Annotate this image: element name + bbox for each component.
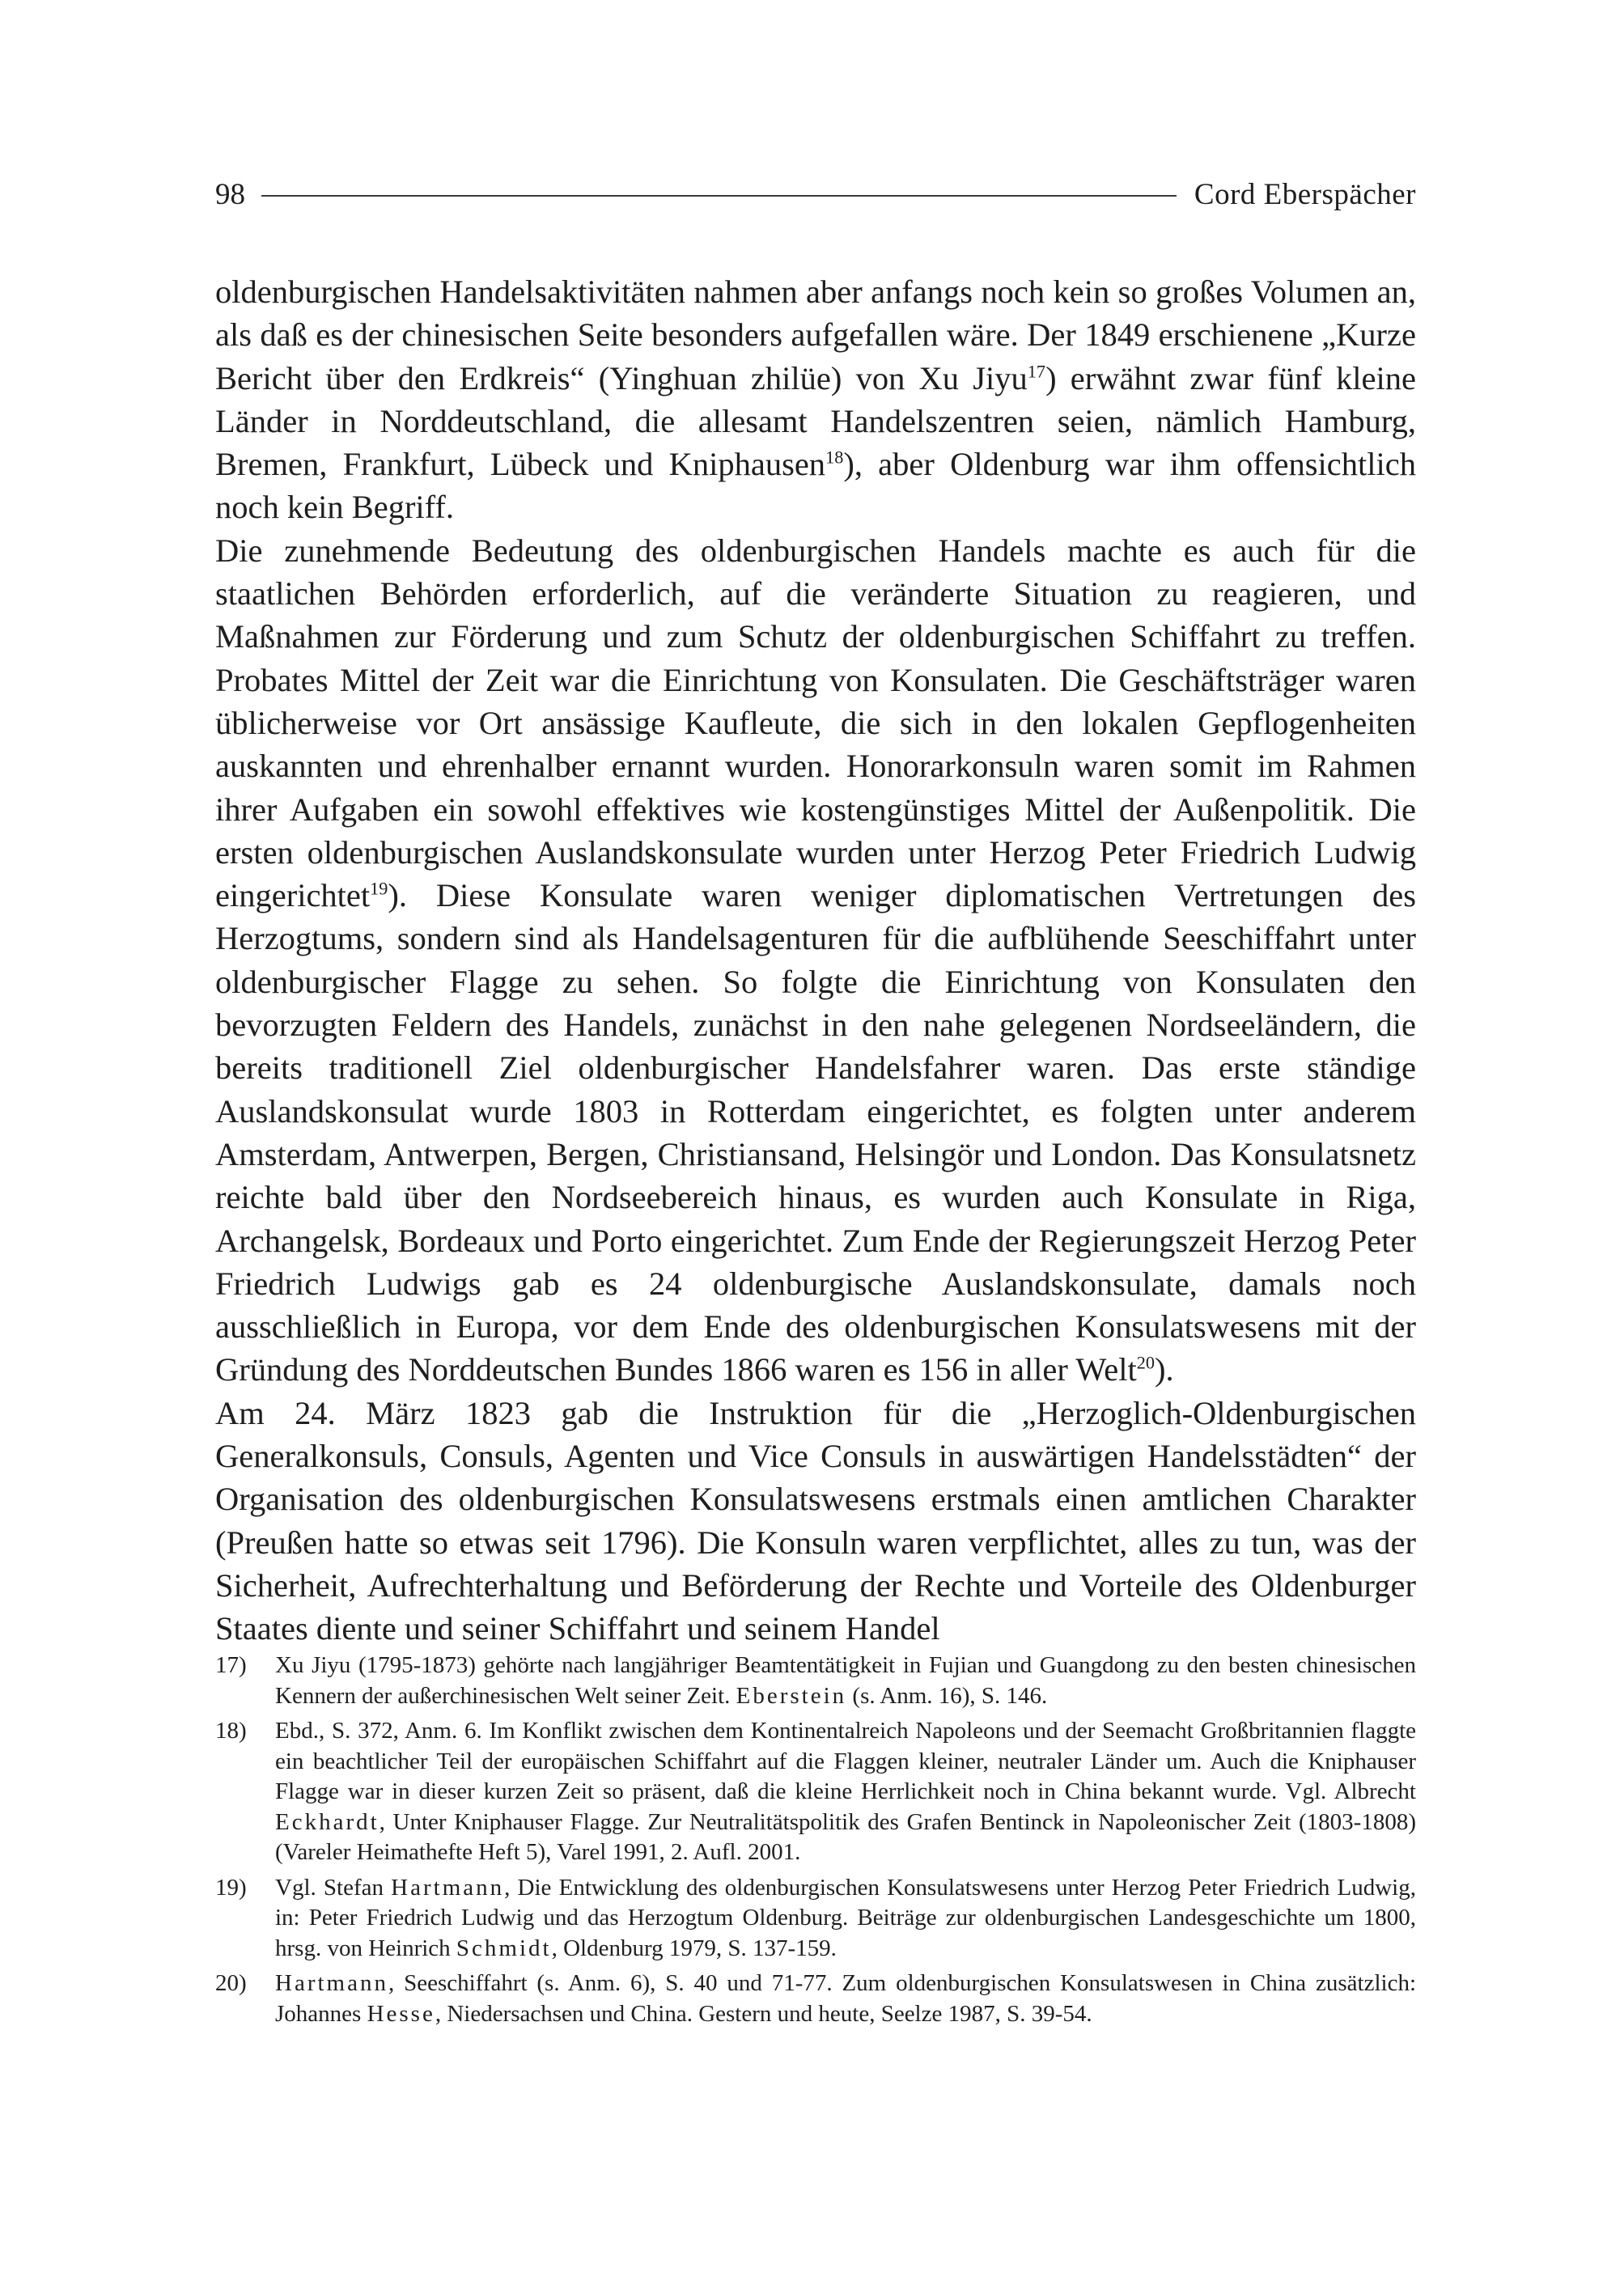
- text: , Unter Kniphauser Flagge. Zur Neutralitätspolitik des Grafen Bentinck in Napoleonischer Zeit (1803-1808) (Vareler Heimathefte Heft 5), Varel 1991, 2. Aufl. 2001.: [275, 1808, 1416, 1865]
- footnote-ref-17: 17: [1027, 361, 1046, 382]
- author-name: Eberstein: [736, 1682, 847, 1709]
- footnote-number: 17): [215, 1652, 247, 1678]
- text: ), aber Oldenburg war ihm offensichtlich noch kein Begriff.: [215, 446, 1416, 526]
- running-header: [215, 170, 1416, 218]
- body-text: [215, 270, 1416, 1651]
- text: Am 24. März 1823 gab die Instruktion für die „Herzoglich-Oldenburgischen Generalkonsuls, Consuls, Agenten und Vice Consuls in auswärtigen Handelsstädten“ der Organisation des oldenburgischen Konsulatswesens erstmals einen amtlichen Charakter (Preußen hatte so etwas seit 1796). Die Konsuln waren verpflichtet, alles zu tun, was der Sicherheit, Aufrechterhaltung und Beförderung der Rechte und Vorteile des Oldenburger Staates diente und seiner Schiffahrt und seinem Handel: [215, 1394, 1416, 1647]
- text: (s. Anm. 16), S. 146.: [846, 1682, 1048, 1709]
- footnote-text: [275, 1651, 1416, 1711]
- footnote-17: [215, 1651, 1416, 1711]
- text: ).: [1155, 1351, 1174, 1388]
- footnote-ref-19: 19: [370, 878, 388, 899]
- footnote-ref-18: 18: [825, 447, 844, 468]
- footnote-number: 19): [215, 1874, 247, 1901]
- footnote-20: [215, 1969, 1416, 2029]
- text: ) erwähnt zwar fünf kleine Länder in Norddeutschland, die allesamt Handelszentren seien, nämlich Hamburg, Bremen, Frankfurt, Lübeck und Kniphausen: [215, 359, 1416, 483]
- footnote-ref-20: 20: [1136, 1352, 1155, 1373]
- text: , Die Entwicklung des oldenburgischen Konsulatswesens unter Herzog Peter Friedrich Ludwig, in: Peter Friedrich Ludwig und das Herzogtum Oldenburg. Beiträge zur oldenburgischen Landesgeschichte um 1800, hrsg. von Heinrich: [275, 1874, 1416, 1961]
- footnote-number: 18): [215, 1718, 247, 1744]
- footnote-text: [275, 1716, 1416, 1868]
- footnote-text: [275, 1873, 1416, 1965]
- paragraph-2: [215, 529, 1416, 1392]
- text: ). Diese Konsulate waren weniger diplomatischen Vertretungen des Herzogtums, sondern sind als Handelsagenturen für die aufblühende Seeschiffahrt unter oldenburgischer Flagge zu sehen. So folgte die Einrichtung von Konsulaten den bevorzugten Feldern des Handels, zunächst in den nahe gelegenen Nordseeländern, die bereits traditionell Ziel oldenburgischer Handelsfahrer waren. Das erste ständige Auslandskonsulat wurde 1803 in Rotterdam eingerichtet, es folgten unter anderem Amsterdam, Antwerpen, Bergen, Christiansand, Helsingör und London. Das Konsulatsnetz reichte bald über den Nordseebereich hinaus, es wurden auch Konsulate in Riga, Archangelsk, Bordeaux und Porto eingerichtet. Zum Ende der Regierungszeit Herzog Peter Friedrich Ludwigs gab es 24 oldenburgische Auslandskonsulate, damals noch ausschließlich in Europa, vor dem Ende des oldenburgischen Konsulatswesens mit der Gründung des Norddeutschen Bundes 1866 waren es 156 in aller Welt: [215, 877, 1416, 1388]
- running-head-author: Cord Eberspächer: [1194, 177, 1416, 211]
- text: Die zunehmende Bedeutung des oldenburgischen Handels machte es auch für die staatlichen Behörden erforderlich, auf die veränderte Situation zu reagieren, und Maßnahmen zur Förderung und zum Schutz der oldenburgischen Schiffahrt zu treffen. Probates Mittel der Zeit war die Einrichtung von Konsulaten. Die Geschäftsträger waren üblicherweise vor Ort ansässige Kaufleute, die sich in den lokalen Gepflogenheiten auskannten und ehrenhalber ernannt wurden. Honorarkonsuln waren somit im Rahmen ihrer Aufgaben ein sowohl effektives wie kostengünstiges Mittel der Außenpolitik. Die ersten oldenburgischen Auslandskonsulate wurden unter Herzog Peter Friedrich Ludwig eingerichtet: [215, 532, 1416, 914]
- author-name: Schmidt: [456, 1935, 552, 1961]
- text: Xu Jiyu (1795-1873) gehörte nach langjähriger Beamtentätigkeit in Fujian und Guangdong zu den besten chinesischen Kennern der außerchinesischen Welt seiner Zeit.: [275, 1652, 1416, 1709]
- text: oldenburgischen Handelsaktivitäten nahmen aber anfangs noch kein so großes Volumen an, als daß es der chinesischen Seite besonders aufgefallen wäre. Der 1849 erschienene „Kurze Bericht über den Erdkreis“ (Yinghuan zhilüe) von Xu Jiyu: [215, 273, 1416, 396]
- page-number: 98: [215, 177, 245, 211]
- text: , Oldenburg 1979, S. 137-159.: [551, 1935, 837, 1961]
- text: Vgl. Stefan: [275, 1874, 392, 1901]
- text: , Seeschiffahrt (s. Anm. 6), S. 40 und 71-77. Zum oldenburgischen Konsulatswesen in China zusätzlich: Johannes: [275, 1970, 1416, 2027]
- author-name: Hesse: [367, 2000, 435, 2027]
- paragraph-3: [215, 1392, 1416, 1651]
- author-name: Hartmann: [275, 1970, 388, 1996]
- footnote-number: 20): [215, 1970, 247, 1996]
- footnotes: [215, 1651, 1416, 2034]
- paragraph-1: [215, 270, 1416, 529]
- text: , Niedersachsen und China. Gestern und heute, Seelze 1987, S. 39-54.: [435, 2000, 1092, 2027]
- footnote-text: [275, 1969, 1416, 2029]
- footnote-18: [215, 1716, 1416, 1868]
- text: Ebd., S. 372, Anm. 6. Im Konflikt zwischen dem Kontinentalreich Napoleons und der Seemacht Großbritannien flaggte ein beachtlicher Teil der europäischen Schiffahrt auf die Flaggen kleiner, neutraler Länder um. Auch die Kniphauser Flagge war in dieser kurzen Zeit so präsent, daß die kleine Herrlichkeit noch in China bekannt wurde. Vgl. Albrecht: [275, 1718, 1416, 1804]
- footnote-19: [215, 1873, 1416, 1965]
- header-rule: [261, 195, 1177, 197]
- author-name: Eckhardt: [275, 1808, 379, 1835]
- author-name: Hartmann: [391, 1874, 505, 1901]
